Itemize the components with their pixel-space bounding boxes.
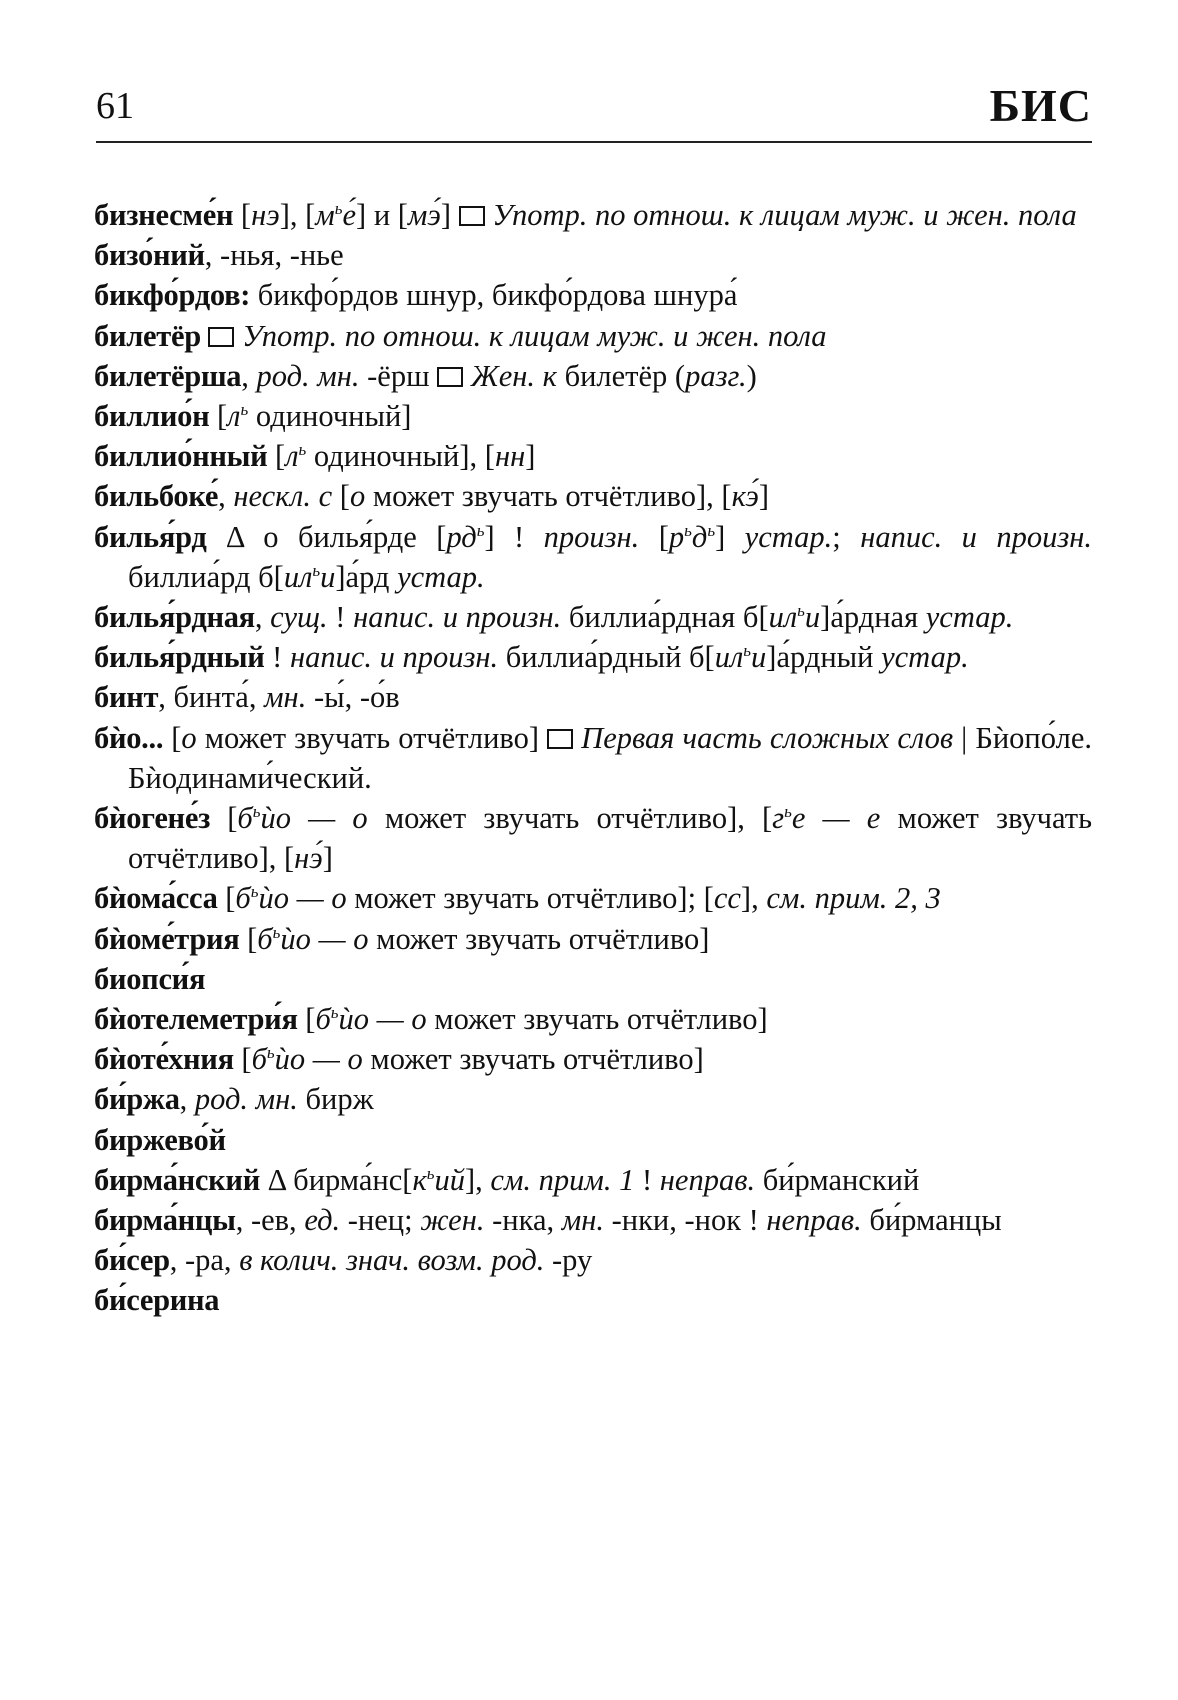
entry-text: ;: [832, 519, 861, 554]
entry-text: может звучать отчётливо], [: [365, 479, 732, 514]
italic-label: о: [181, 720, 197, 755]
softness-mark: ь: [684, 520, 692, 540]
softness-mark: ь: [266, 1043, 275, 1063]
softness-mark: ь: [272, 922, 281, 942]
entry-text: [: [233, 198, 252, 232]
italic-label: ил: [768, 600, 798, 635]
headword: биллио́н: [94, 399, 210, 434]
dictionary-entry: [94, 517, 1092, 597]
italic-label: б: [237, 801, 253, 836]
italic-label: е — е: [791, 801, 881, 836]
entry-text: ]: [440, 198, 459, 232]
italic-label: б: [251, 1042, 267, 1077]
dictionary-entry: [94, 436, 1092, 476]
italic-label: л: [227, 399, 241, 434]
italic-label: о: [349, 479, 366, 514]
italic-label: ед.: [304, 1203, 341, 1238]
entry-text: [201, 319, 209, 353]
entry-text: !: [327, 600, 354, 635]
headword: бирма́нцы: [94, 1203, 236, 1238]
box-icon: [208, 327, 234, 347]
entry-text: [: [217, 881, 236, 916]
entry-text: [: [209, 399, 228, 434]
softness-mark: ь: [784, 802, 792, 822]
italic-label: нескл. с: [233, 479, 333, 514]
entry-text: би́рманский: [755, 1162, 920, 1197]
headword: бѝоме́трия: [94, 921, 240, 956]
entry-text: ]: [715, 519, 745, 554]
italic-label: б: [315, 1002, 331, 1037]
dictionary-entries: [94, 195, 1092, 1321]
entry-text: одиночный]: [248, 399, 412, 434]
headword: биржево́й: [94, 1122, 226, 1157]
dictionary-entry: [94, 1079, 1092, 1119]
entry-text: может звучать отчётливо]: [368, 921, 710, 956]
headword: биллио́нный: [94, 439, 268, 474]
entry-text: [: [297, 1002, 316, 1037]
softness-mark: ь: [330, 1003, 339, 1023]
italic-label: сс: [713, 881, 741, 916]
entry-text: ] и [: [356, 198, 408, 232]
italic-label: и: [751, 640, 767, 675]
italic-label: ий: [434, 1162, 465, 1197]
italic-label: Первая часть сложных слов: [573, 720, 954, 755]
entry-text: может звучать отчётливо]: [426, 1002, 768, 1037]
italic-label: см. прим. 2, 3: [766, 881, 941, 916]
entry-text: биллиа́рдная б[: [561, 600, 769, 635]
italic-label: кэ́: [731, 479, 759, 514]
headword: би́серина: [94, 1283, 220, 1318]
italic-label: мн.: [561, 1203, 604, 1238]
dictionary-entry: [94, 1280, 1092, 1320]
entry-text: [: [163, 720, 182, 755]
italic-label: Употр. по отнош. к лицам муж. и жен. пола: [484, 198, 1077, 232]
dictionary-entry: [94, 275, 1092, 315]
box-icon: [547, 729, 573, 749]
softness-mark: ь: [743, 641, 752, 661]
dictionary-entry: [94, 878, 1092, 918]
entry-text: может звучать отчётливо]: [362, 1042, 704, 1077]
italic-label: произн.: [543, 519, 640, 554]
softness-mark: ь: [240, 400, 249, 420]
italic-label: ѝо — о: [280, 921, 369, 956]
entry-text: ,: [218, 479, 234, 514]
italic-label: род. мн.: [256, 358, 360, 393]
guide-word: БИС: [989, 80, 1092, 131]
headword: бильбоке́: [94, 479, 219, 514]
italic-label: Жен. к: [463, 358, 557, 393]
dictionary-entry: [94, 597, 1092, 637]
entry-text: ],: [464, 1162, 491, 1197]
italic-label: ил: [714, 640, 744, 675]
softness-mark: ь: [476, 520, 485, 540]
entry-text: -ёрш: [359, 358, 438, 393]
headword: билетёр: [94, 318, 201, 353]
entry-text: -ру: [544, 1243, 593, 1278]
dictionary-entry: [94, 476, 1092, 516]
italic-label: р: [668, 519, 685, 554]
entry-text: [: [233, 1042, 252, 1077]
headword: билья́рдная: [94, 600, 255, 635]
entry-text: [: [639, 519, 669, 554]
headword: билетёрша: [94, 358, 242, 393]
entry-text: [: [239, 921, 258, 956]
italic-label: ѝо — о: [274, 1042, 363, 1077]
entry-text: бикфо́рдов шнур, бикфо́рдова шнура́: [250, 278, 738, 313]
entry-text: может звучать отчётливо]: [196, 720, 548, 755]
dictionary-entry: [94, 1240, 1092, 1280]
headword: бѝоте́хния: [94, 1042, 234, 1077]
entry-text: -нец;: [340, 1203, 421, 1238]
italic-label: ѝо — о: [258, 881, 347, 916]
italic-label: мэ́: [407, 198, 441, 232]
entry-text: , -нья, -нье: [204, 238, 344, 273]
triangle-icon: Δ: [206, 519, 264, 554]
dictionary-entry: [94, 195, 1092, 235]
softness-mark: ь: [298, 440, 307, 460]
entry-text: биллиа́рдный б[: [498, 640, 715, 675]
italic-label: и: [804, 600, 821, 635]
triangle-icon: Δ: [259, 1162, 294, 1197]
entry-text: , бинта́,: [158, 680, 265, 715]
entry-text: !: [634, 1162, 660, 1197]
italic-label: напис. и произн.: [860, 519, 1092, 554]
headword: биопси́я: [94, 961, 206, 996]
headword: бѝома́сса: [94, 881, 218, 916]
entry-text: о билья́рде [: [263, 519, 447, 554]
softness-mark: ь: [426, 1163, 435, 1183]
italic-label: нн: [494, 439, 526, 474]
headword: бѝотелеметри́я: [94, 1002, 298, 1037]
italic-label: устар.: [925, 600, 1014, 635]
entry-text: ]а́рд: [335, 559, 398, 594]
headword: билья́рд: [94, 519, 207, 554]
entry-text: [: [267, 439, 286, 474]
italic-label: в колич. знач. возм. род.: [239, 1243, 545, 1278]
headword: бикфо́рдов:: [94, 278, 251, 313]
box-icon: [459, 206, 485, 226]
italic-label: д: [691, 519, 708, 554]
entry-text: ,: [254, 600, 271, 635]
italic-label: род. мн.: [194, 1082, 298, 1117]
entry-text: | Бѝопо́ле. Бѝодинами́ческий.: [128, 720, 1092, 795]
entry-text: , -ра,: [169, 1243, 240, 1278]
entry-text: ],: [740, 881, 767, 916]
dictionary-entry: [94, 1200, 1092, 1240]
softness-mark: ь: [334, 199, 343, 218]
dictionary-entry: [94, 637, 1092, 677]
softness-mark: ь: [312, 560, 321, 580]
entry-text: бирж: [297, 1082, 374, 1117]
dictionary-entry: [94, 798, 1092, 878]
headword: би́сер: [94, 1243, 170, 1278]
entry-text: ,: [241, 358, 257, 393]
box-icon: [437, 367, 463, 387]
entry-text: ], [: [279, 198, 316, 232]
italic-label: мн.: [264, 680, 307, 715]
header-rule: [96, 141, 1092, 143]
dictionary-entry: [94, 316, 1092, 356]
headword: бинт: [94, 680, 159, 715]
entry-text: может звучать отчётливо], [: [128, 801, 1092, 876]
italic-label: напис. и произн.: [353, 600, 562, 635]
italic-label: ѝо — о: [338, 1002, 427, 1037]
dictionary-entry: [94, 1160, 1092, 1200]
entry-text: ]а́рдная: [820, 600, 926, 635]
dictionary-entry: [94, 356, 1092, 396]
entry-text: ]: [322, 841, 333, 876]
entry-text: -ы́, -о́в: [306, 680, 400, 715]
italic-label: нэ: [251, 198, 280, 232]
page-number: 61: [96, 85, 134, 127]
entry-text: ,: [179, 1082, 195, 1117]
italic-label: устар.: [881, 640, 969, 675]
italic-label: рд: [446, 519, 477, 554]
entry-text: может звучать отчётливо], [: [367, 801, 773, 836]
italic-label: устар.: [397, 559, 485, 594]
italic-label: е́: [342, 198, 357, 232]
entry-text: , -ев,: [235, 1203, 305, 1238]
entry-text: билетёр (: [556, 358, 686, 393]
italic-label: к: [412, 1162, 427, 1197]
entry-text: !: [264, 640, 290, 675]
entry-text: [: [332, 479, 350, 514]
headword: би́ржа: [94, 1082, 180, 1117]
italic-label: напис. и произн.: [289, 640, 499, 675]
softness-mark: ь: [250, 882, 259, 902]
dictionary-entry: [94, 1039, 1092, 1079]
italic-label: устар.: [744, 519, 833, 554]
dictionary-entry: [94, 919, 1092, 959]
entry-text: биллиа́рд б[: [128, 559, 284, 594]
italic-label: м: [315, 198, 335, 232]
italic-label: сущ.: [270, 600, 328, 635]
entry-text: бирма́нс[: [293, 1162, 413, 1197]
entry-text: ): [746, 358, 757, 393]
italic-label: неправ.: [659, 1162, 756, 1197]
softness-mark: ь: [252, 802, 261, 822]
italic-label: жен.: [420, 1203, 485, 1238]
italic-label: б: [257, 921, 273, 956]
dictionary-entry: [94, 999, 1092, 1039]
italic-label: Употр. по отнош. к лицам муж. и жен. пола: [234, 318, 827, 353]
italic-label: б: [235, 881, 251, 916]
dictionary-entry: [94, 959, 1092, 999]
headword: бѝогене́з: [94, 801, 211, 836]
entry-text: одиночный], [: [306, 439, 495, 474]
italic-label: и: [320, 559, 336, 594]
entry-text: может звучать отчётливо]; [: [346, 881, 714, 916]
dictionary-entry: [94, 235, 1092, 275]
headword: бизо́ний: [94, 238, 205, 273]
entry-text: ]а́рдный: [766, 640, 882, 675]
entry-text: -нки, -нок !: [603, 1203, 767, 1238]
headword: бизнесме́н: [94, 198, 234, 232]
headword: бирма́нский: [94, 1162, 260, 1197]
italic-label: ѝо — о: [260, 801, 368, 836]
entry-text: ]: [525, 439, 536, 474]
page-header: [96, 80, 1092, 140]
dictionary-entry: [94, 677, 1092, 717]
softness-mark: ь: [797, 601, 805, 621]
softness-mark: ь: [707, 520, 716, 540]
italic-label: г: [772, 801, 785, 836]
dictionary-entry: [94, 1120, 1092, 1160]
italic-label: л: [285, 439, 299, 474]
headword: бѝо...: [94, 720, 164, 755]
entry-text: би́рманцы: [861, 1203, 1002, 1238]
headword: билья́рдный: [94, 640, 265, 675]
entry-text: ]: [758, 479, 770, 514]
dictionary-entry: [94, 396, 1092, 436]
entry-text: [: [210, 801, 238, 836]
italic-label: разг.: [685, 358, 747, 393]
italic-label: неправ.: [766, 1203, 862, 1238]
entry-text: ] !: [484, 519, 544, 554]
italic-label: нэ́: [294, 841, 323, 876]
italic-label: ил: [283, 559, 313, 594]
italic-label: см. прим. 1: [490, 1162, 635, 1197]
dictionary-entry: [94, 718, 1092, 798]
entry-text: -нка,: [484, 1203, 562, 1238]
